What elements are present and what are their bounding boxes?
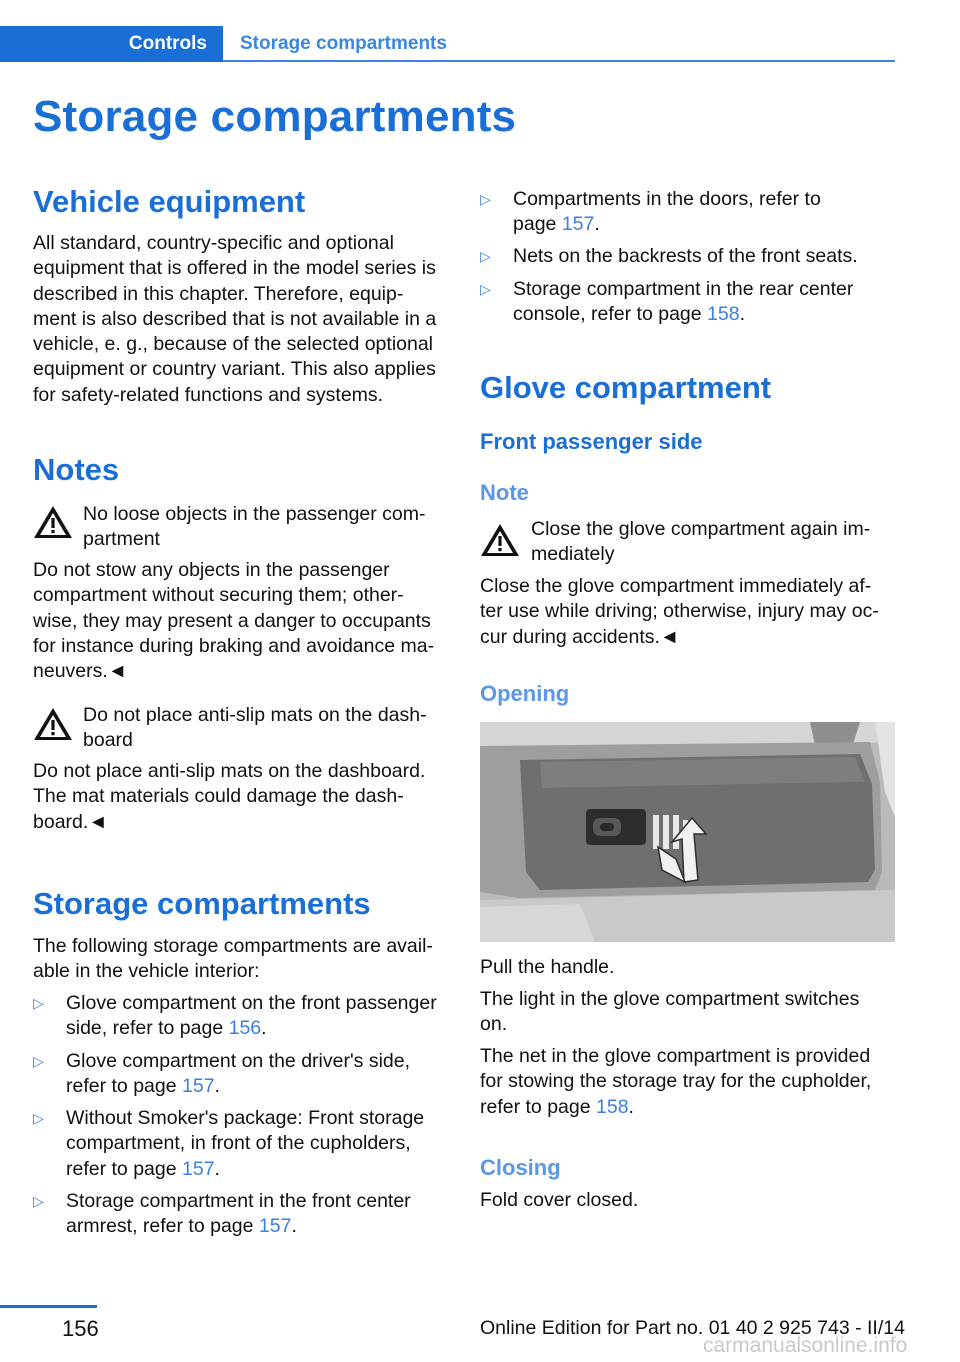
warning-text-anti-slip: Do not place anti-slip mats on the dashboard. The mat materials could damage the dash- board.◄: [33, 760, 426, 833]
list-item: ▷ Nets on the backrests of the front seats.: [480, 244, 895, 270]
warning-text-loose-objects: Do not stow any objects in the passenger compartment without securing them; other- wise, they may present a danger to occupants for instance during braking and avoidance ma- neuvers.◄: [33, 559, 435, 683]
warning-icon: [33, 504, 73, 540]
page-title: Storage compartments: [33, 92, 517, 141]
warning-title-loose-objects: No loose objects in the passenger com- partment: [83, 503, 426, 551]
list-item: ▷ Without Smoker's package: Front storage compartment, in front of the cupholders, refer to page 157.: [33, 1107, 425, 1180]
warning-text-glove: Close the glove compartment immediately af- ter use while driving; otherwise, injury may oc- cur during accidents.◄: [480, 575, 879, 648]
list-item: ▷ Glove compartment on the driver's side, refer to page 157.: [33, 1050, 411, 1098]
tab-controls[interactable]: Controls: [0, 26, 223, 62]
opening-net-text: The net in the glove compartment is provided for stowing the storage tray for the cupholder, refer to page 158.: [480, 1045, 872, 1118]
page-link[interactable]: 157: [182, 1075, 215, 1098]
warning-title-glove: Close the glove compartment again im- mediately: [531, 518, 871, 566]
opening-pull-text: Pull the handle.: [480, 956, 615, 978]
heading-front-passenger-side: Front passenger side: [480, 429, 703, 454]
bullet-triangle-icon: ▷: [33, 1193, 44, 1209]
bullet-triangle-icon: ▷: [33, 1110, 44, 1126]
page-link[interactable]: 157: [182, 1157, 215, 1180]
opening-light-text: The light in the glove compartment switches on.: [480, 988, 860, 1036]
warning-title-anti-slip: Do not place anti-slip mats on the dash- board: [83, 704, 427, 752]
tab-storage-compartments[interactable]: Storage compartments: [240, 33, 447, 54]
page-link[interactable]: 157: [258, 1215, 292, 1238]
glove-compartment-image: [480, 722, 895, 942]
header-divider: [223, 60, 895, 62]
bullet-triangle-icon: ▷: [33, 1053, 44, 1069]
warning-icon: [480, 522, 520, 558]
page-link[interactable]: 158: [596, 1095, 629, 1118]
footer-divider: [0, 1305, 97, 1308]
list-item: ▷ Compartments in the doors, refer to page 157.: [480, 188, 821, 236]
bullet-triangle-icon: ▷: [480, 191, 491, 207]
vehicle-equipment-text: All standard, country-specific and optional equipment that is offered in the model series is described in this chapter. Therefore, equip- ment is also described that is not available in a vehicle, e. g., because of the selected optional equipment or country variant. This also applies for safety-related functions and systems.: [33, 232, 437, 406]
heading-vehicle-equipment: Vehicle equipment: [33, 184, 306, 219]
closing-text: Fold cover closed.: [480, 1189, 639, 1211]
watermark: carmanualsonline.info: [703, 1334, 908, 1357]
heading-notes: Notes: [33, 452, 120, 487]
page-link[interactable]: 158: [707, 303, 740, 326]
list-item: ▷ Glove compartment on the front passenger side, refer to page 156.: [33, 992, 437, 1040]
heading-glove-compartment: Glove compartment: [480, 370, 772, 405]
bullet-triangle-icon: ▷: [33, 995, 44, 1011]
heading-note: Note: [480, 480, 529, 505]
heading-closing: Closing: [480, 1155, 561, 1180]
edition-text: Online Edition for Part no. 01 40 2 925 743 - II/14: [480, 1317, 905, 1339]
page-link[interactable]: 156: [228, 1017, 262, 1040]
heading-opening: Opening: [480, 681, 570, 706]
bullet-triangle-icon: ▷: [480, 248, 491, 264]
bullet-triangle-icon: ▷: [480, 281, 491, 297]
heading-storage-compartments: Storage compartments: [33, 886, 371, 921]
storage-intro: The following storage compartments are avail- able in the vehicle interior:: [33, 935, 433, 983]
list-item: ▷ Storage compartment in the front center armrest, refer to page 157.: [33, 1190, 411, 1238]
page-number: 156: [62, 1316, 99, 1341]
page-link[interactable]: 157: [561, 213, 595, 236]
warning-icon: [33, 706, 73, 742]
header-bar: [0, 26, 895, 62]
list-item: ▷ Storage compartment in the rear center console, refer to page 158.: [480, 278, 854, 326]
